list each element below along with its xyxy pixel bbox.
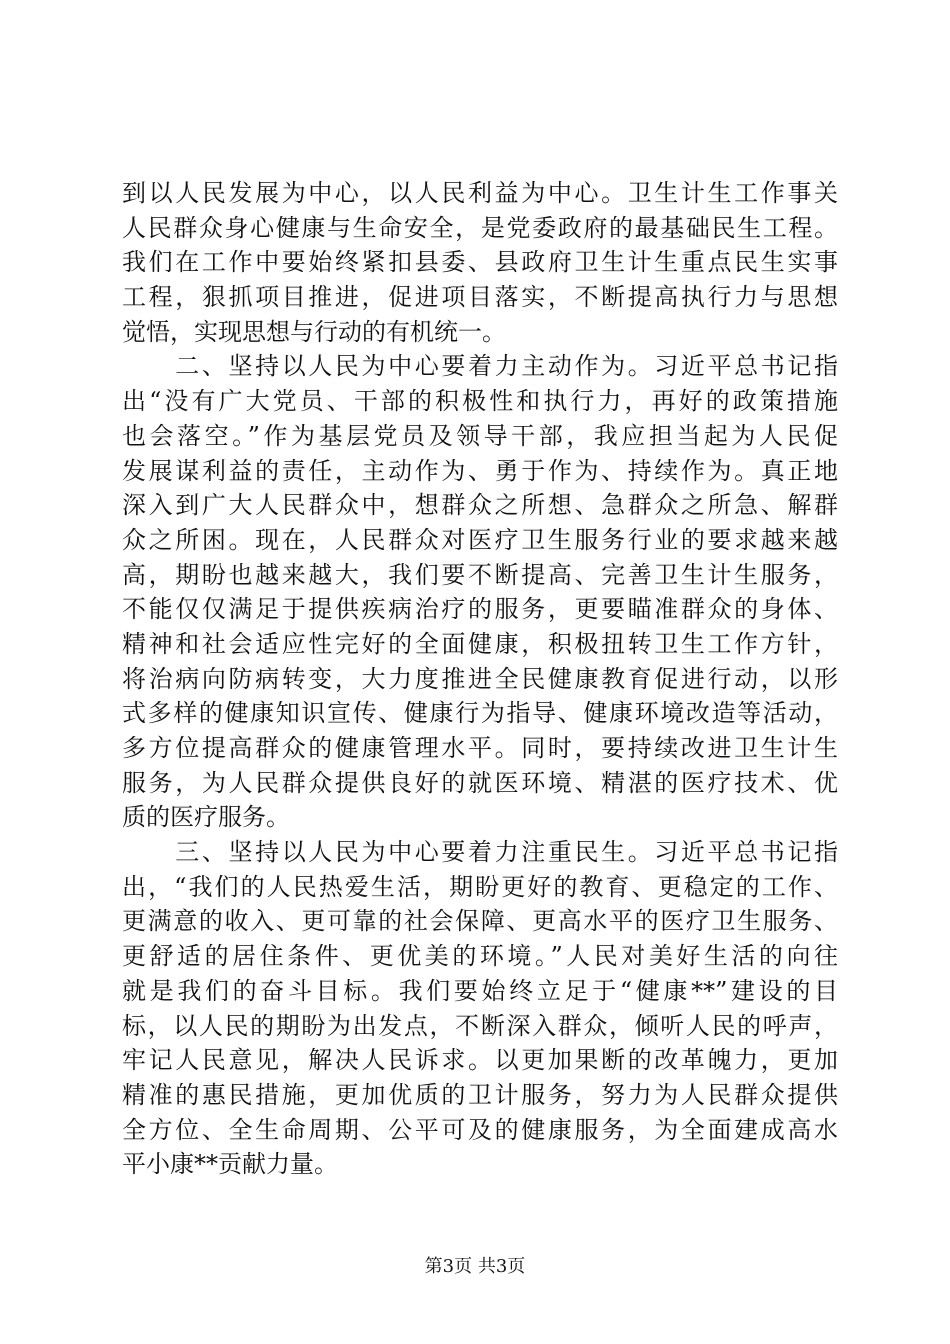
text-line: 众之所困。现在，人民群众对医疗卫生服务行业的要求越来越 bbox=[122, 525, 838, 554]
page-footer bbox=[0, 1255, 950, 1279]
text-line: 发展谋利益的责任，主动作为、勇于作为、持续作为。真正地 bbox=[122, 456, 838, 485]
text-line: 牢记人民意见，解决人民诉求。以更加果断的改革魄力，更加 bbox=[122, 1046, 838, 1075]
document-body bbox=[122, 176, 838, 1182]
text-line: 将治病向防病转变，大力度推进全民健康教育促进行动，以形 bbox=[122, 664, 838, 693]
text-line: 出“没有广大党员、干部的积极性和执行力，再好的政策措施 bbox=[122, 387, 838, 416]
text-line: 深入到广大人民群众中，想群众之所想、急群众之所急、解群 bbox=[122, 491, 838, 520]
text-line: 人民群众身心健康与生命安全，是党委政府的最基础民生工程。 bbox=[122, 213, 838, 242]
text-line: 觉悟，实现思想与行动的有机统一。 bbox=[122, 317, 506, 346]
text-line: 二、坚持以人民为中心要着力主动作为。习近平总书记指 bbox=[122, 352, 838, 381]
text-line: 就是我们的奋斗目标。我们要始终立足于“健康**”建设的目 bbox=[122, 976, 838, 1005]
text-line: 不能仅仅满足于提供疾病治疗的服务，更要瞄准群众的身体、 bbox=[122, 595, 838, 624]
text-line: 质的医疗服务。 bbox=[122, 803, 290, 832]
text-line: 更满意的收入、更可靠的社会保障、更高水平的医疗卫生服务、 bbox=[122, 907, 838, 936]
page-number: 第3页 共3页 bbox=[424, 1256, 526, 1277]
text-line: 出，“我们的人民热爱生活，期盼更好的教育、更稳定的工作、 bbox=[122, 872, 838, 901]
text-line: 三、坚持以人民为中心要着力注重民生。习近平总书记指 bbox=[122, 838, 838, 867]
text-line: 式多样的健康知识宣传、健康行为指导、健康环境改造等活动， bbox=[122, 699, 838, 728]
text-line: 也会落空。”作为基层党员及领导干部，我应担当起为人民促 bbox=[122, 421, 838, 450]
text-line: 到以人民发展为中心，以人民利益为中心。卫生计生工作事关 bbox=[122, 179, 838, 207]
text-line: 全方位、全生命周期、公平可及的健康服务，为全面建成高水 bbox=[122, 1115, 838, 1144]
text-line: 服务，为人民群众提供良好的就医环境、精湛的医疗技术、优 bbox=[122, 768, 838, 797]
text-line: 精准的惠民措施，更加优质的卫计服务，努力为人民群众提供 bbox=[122, 1080, 838, 1109]
text-line: 高，期盼也越来越大，我们要不断提高、完善卫生计生服务， bbox=[122, 560, 838, 589]
text-line: 更舒适的居住条件、更优美的环境。”人民对美好生活的向往 bbox=[122, 942, 838, 971]
text-line: 平小康**贡献力量。 bbox=[122, 1150, 338, 1179]
text-line: 标，以人民的期盼为出发点，不断深入群众，倾听人民的呼声， bbox=[122, 1011, 838, 1040]
text-line: 我们在工作中要始终紧扣县委、县政府卫生计生重点民生实事 bbox=[122, 248, 838, 277]
text-line: 精神和社会适应性完好的全面健康，积极扭转卫生工作方针， bbox=[122, 629, 838, 658]
text-line: 工程，狠抓项目推进，促进项目落实，不断提高执行力与思想 bbox=[122, 283, 838, 312]
text-line: 多方位提高群众的健康管理水平。同时，要持续改进卫生计生 bbox=[122, 734, 838, 762]
